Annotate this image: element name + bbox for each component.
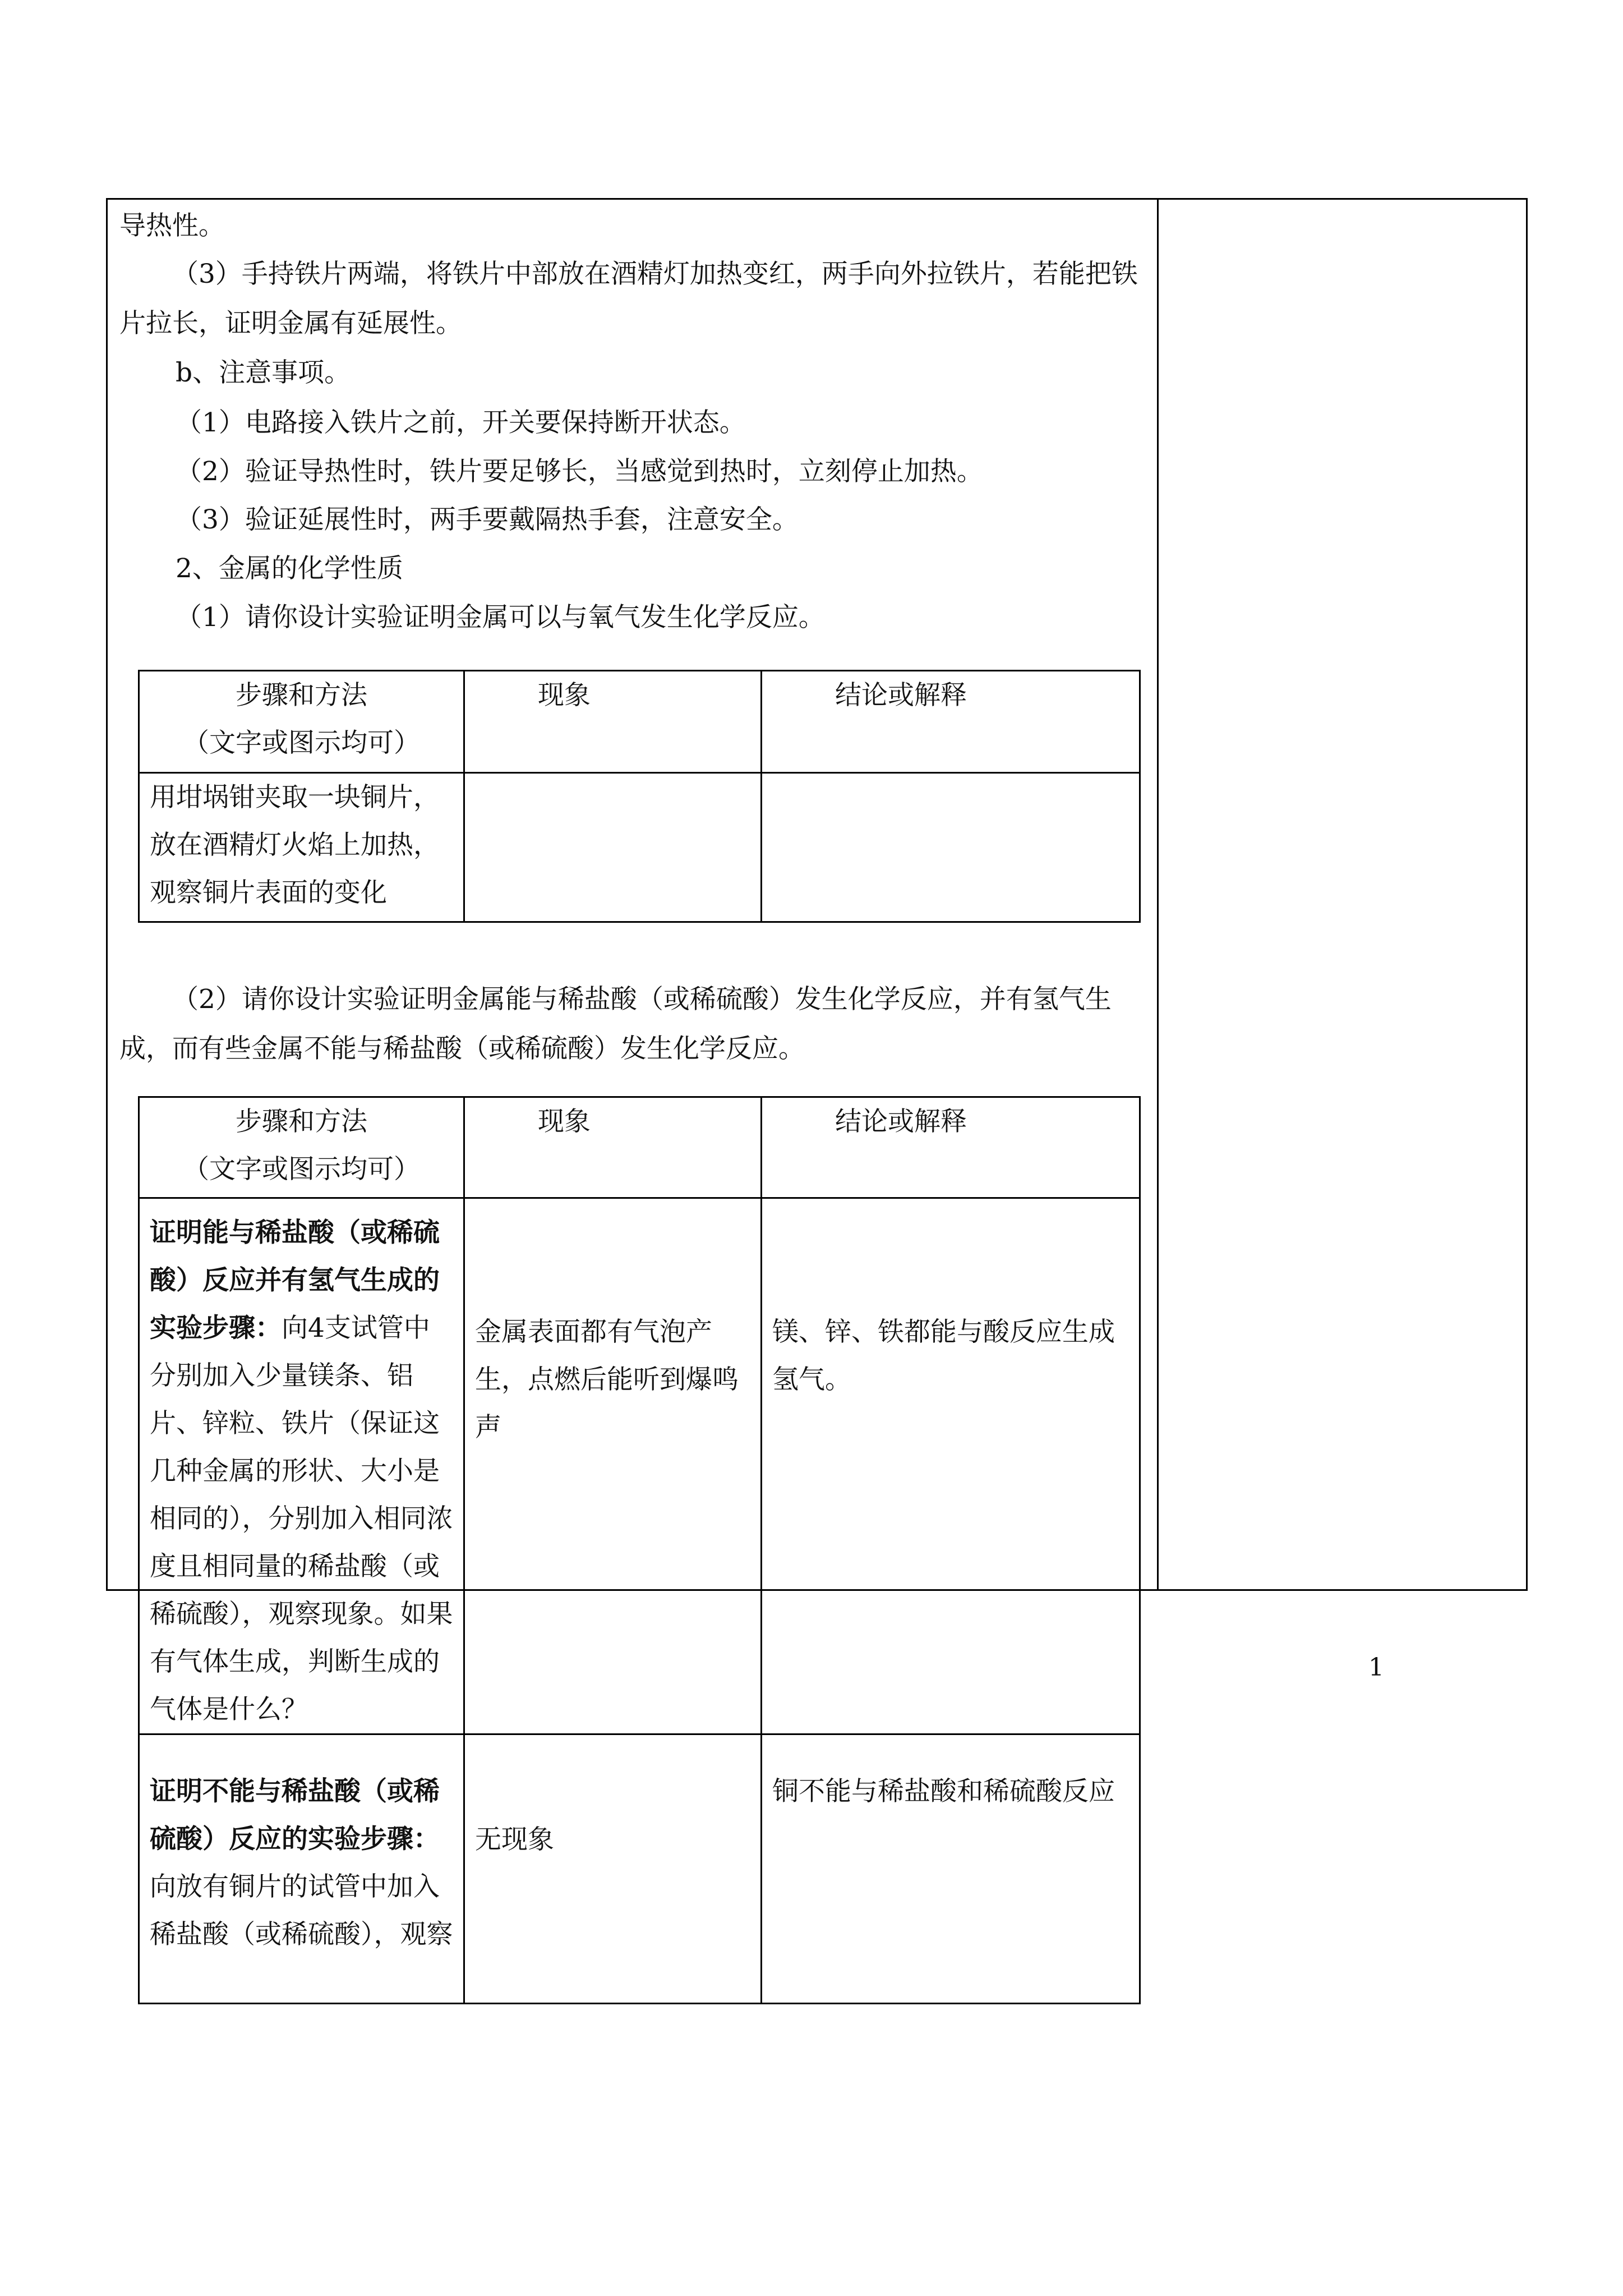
cell-step-a — [139, 1198, 464, 1734]
section-title-chemical-properties: 2、金属的化学性质 — [176, 553, 403, 584]
text-line-thermal-conductivity: 导热性。 — [119, 210, 225, 241]
header-conclusion: 结论或解释 — [762, 1097, 1140, 1198]
header-step-line1: 步骤和方法 — [236, 680, 367, 711]
header-step-line2: （文字或图示均可） — [183, 1154, 420, 1185]
table-row — [139, 773, 1140, 922]
experiment-table-acid — [138, 1096, 1141, 2004]
paragraph-ductility-test: （3）手持铁片两端，将铁片中部放在酒精灯加热变红，两手向外拉铁片，若能把铁片拉长，证明金属有延展性。 — [119, 259, 1138, 339]
note-3: （3）验证延展性时，两手要戴隔热手套，注意安全。 — [176, 504, 799, 535]
header-step-line2: （文字或图示均可） — [183, 728, 420, 758]
cell-conclusion-b: 铜不能与稀盐酸和稀硫酸反应 — [762, 1734, 1140, 2004]
table-header-row — [139, 671, 1140, 773]
table-row — [139, 1198, 1140, 1734]
experiment-table-oxygen — [138, 670, 1141, 923]
header-conclusion: 结论或解释 — [762, 671, 1140, 773]
cell-observation-b: 无现象 — [464, 1734, 762, 2004]
step-a-text: 向4支试管中分别加入少量镁条、铝片、锌粒、铁片（保证这几种金属的形状、大小是相同的），分别加入相同浓度且相同量的稀盐酸（或稀硫酸），观察现象。如果有气体生成，判断生成的气体是什么？ — [150, 1313, 453, 1725]
cell-conclusion — [762, 773, 1140, 922]
table-header-row — [139, 1097, 1140, 1198]
cell-step: 用坩埚钳夹取一块铜片，放在酒精灯火焰上加热，观察铜片表面的变化 — [139, 773, 464, 922]
note-1: （1）电路接入铁片之前，开关要保持断开状态。 — [176, 407, 746, 438]
question-2: （2）请你设计实验证明金属能与稀盐酸（或稀硫酸）发生化学反应，并有氢气生成，而有些金属不能与稀盐酸（或稀硫酸）发生化学反应。 — [119, 984, 1112, 1064]
step-a-heading: 证明能与稀盐酸（或稀硫酸）反应并有氢气生成的实验步骤： — [150, 1217, 440, 1343]
header-step — [139, 1097, 464, 1198]
header-observation: 现象 — [464, 671, 762, 773]
cell-step-b — [139, 1734, 464, 2004]
header-step — [139, 671, 464, 773]
table-row — [139, 1734, 1140, 2004]
header-observation: 现象 — [464, 1097, 762, 1198]
cell-observation — [464, 773, 762, 922]
notes-title: b、注意事项。 — [176, 357, 351, 388]
note-2: （2）验证导热性时，铁片要足够长，当感觉到热时，立刻停止加热。 — [176, 456, 983, 487]
step-b-text: 向放有铜片的试管中加入稀盐酸（或稀硫酸），观察 — [150, 1871, 453, 1950]
cell-conclusion-a: 镁、锌、铁都能与酸反应生成氢气。 — [762, 1198, 1140, 1734]
cell-observation-a: 金属表面都有气泡产生，点燃后能听到爆鸣声 — [464, 1198, 762, 1734]
page-number: 1 — [1368, 1653, 1384, 1682]
question-1: （1）请你设计实验证明金属可以与氧气发生化学反应。 — [176, 602, 825, 633]
step-b-heading: 证明不能与稀盐酸（或稀硫酸）反应的实验步骤： — [150, 1776, 440, 1855]
frame-column-divider — [1157, 198, 1159, 1591]
header-step-line1: 步骤和方法 — [236, 1106, 367, 1137]
